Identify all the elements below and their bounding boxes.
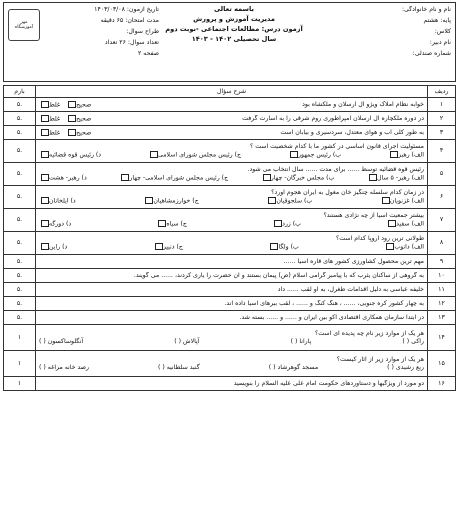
question-cell — [36, 325, 428, 351]
question-text: در دوره ملکچاره آل ارسلان امپراطوری روم شرقی را به اسارت گرفت — [242, 114, 424, 122]
checkbox-icon[interactable] — [41, 115, 49, 122]
question-score: .۵ — [4, 232, 36, 255]
exam-meta — [49, 6, 159, 61]
question-score: .۵ — [4, 98, 36, 112]
answer-option[interactable]: د) ایلخانان — [39, 197, 76, 205]
question-score: .۵ — [4, 297, 36, 311]
question-text: هر یک از موارد زیر از آثار کیست؟ — [336, 355, 424, 363]
table-header-row — [4, 86, 456, 98]
checkbox-icon[interactable] — [68, 115, 76, 122]
question-text: به چهار کشور کره جنوبی، ...... ، هنگ کنگ و ...... ، لقب ببرهای آسیا داده اند. — [224, 299, 424, 307]
question-score: ۱ — [4, 351, 36, 377]
checkbox-icon[interactable] — [390, 151, 398, 158]
question-cell — [36, 186, 428, 209]
answer-option[interactable]: د) دورگه — [39, 220, 71, 228]
question-number: ۲ — [428, 112, 456, 126]
question-cell — [36, 377, 428, 391]
question-count: تعداد سوال: ۲۶ تعداد — [104, 39, 159, 46]
table-row — [4, 269, 456, 283]
answer-option[interactable]: ج) دنیپر — [153, 243, 183, 251]
answer-option[interactable]: آنگلوساکسون ( ) — [39, 338, 84, 345]
question-number: ۷ — [428, 209, 456, 232]
question-score: ۱ — [4, 325, 36, 351]
exam-header — [3, 2, 456, 82]
question-number: ۱۱ — [428, 283, 456, 297]
question-text: دو مورد از ویژگیها و دستاوردهای حکومت امام علی علیه السلام را بنویسید — [233, 379, 424, 387]
question-text: در ابتدا سازمان همکاری اقتصادی اکو بین ایران و ...... و ...... بسته شد. — [239, 313, 424, 321]
answer-options — [39, 242, 424, 251]
teacher-field: نام دبیر: — [429, 39, 451, 46]
true-option[interactable]: صحیح — [66, 115, 91, 123]
answer-option[interactable]: الف) دانوب — [384, 243, 424, 251]
checkbox-icon[interactable] — [274, 220, 282, 227]
question-score: .۵ — [4, 140, 36, 163]
checkbox-icon[interactable] — [41, 129, 49, 136]
answer-option[interactable]: راکی ( ) — [402, 338, 424, 345]
question-text: خلیفه عباسی به دلیل اقدامات طغرل، به او لقب ...... داد — [277, 285, 424, 293]
question-cell — [36, 126, 428, 140]
answer-option[interactable]: الف) سفید — [386, 220, 424, 228]
school-stamp: مهر آموزشگاه — [8, 9, 40, 41]
answer-options — [39, 219, 424, 228]
question-number: ۴ — [428, 140, 456, 163]
answer-option[interactable]: الف) رهبر- ۵ سال — [367, 174, 424, 182]
answer-option[interactable]: ب) زرد — [272, 220, 301, 228]
table-row — [4, 377, 456, 391]
question-cell — [36, 232, 428, 255]
answer-options — [39, 150, 424, 159]
checkbox-icon[interactable] — [41, 174, 49, 181]
course-title: آزمون درس: مطالعات اجتماعی -نوبت دوم — [165, 25, 303, 33]
question-number: ۱۲ — [428, 297, 456, 311]
question-cell — [36, 163, 428, 186]
answer-option[interactable]: ربع رشیدی ( ) — [387, 364, 424, 371]
table-row — [4, 283, 456, 297]
answer-option[interactable]: د) رهبر- هشت — [39, 174, 87, 182]
class-field: کلاس: — [434, 28, 451, 35]
table-row — [4, 163, 456, 186]
checkbox-icon[interactable] — [41, 101, 49, 108]
false-option[interactable]: غلط — [39, 101, 60, 109]
true-option[interactable]: صحیح — [66, 129, 91, 137]
question-score: .۵ — [4, 112, 36, 126]
checkbox-icon[interactable] — [369, 174, 377, 181]
table-row — [4, 297, 456, 311]
answer-option[interactable]: د) رئیس قوه قضائیه — [39, 151, 101, 159]
checkbox-icon[interactable] — [382, 197, 390, 204]
question-cell — [36, 140, 428, 163]
exam-date: تاریخ آزمون: ۱۴۰۳/۰۳/۰۸ — [94, 6, 159, 13]
question-number: ۱۶ — [428, 377, 456, 391]
question-cell — [36, 351, 428, 377]
answer-option[interactable]: مسجد گوهرشاد ( ) — [268, 364, 319, 371]
checkbox-icon[interactable] — [155, 243, 163, 250]
false-option[interactable]: غلط — [39, 129, 60, 137]
question-score: .۵ — [4, 283, 36, 297]
question-cell — [36, 209, 428, 232]
answer-option[interactable]: ج) رئیس مجلس شورای اسلامی- چهار — [119, 174, 228, 182]
checkbox-icon[interactable] — [41, 243, 49, 250]
question-cell — [36, 311, 428, 325]
question-score: .۵ — [4, 311, 36, 325]
education-office: مدیریت آموزش و پرورش — [193, 15, 275, 23]
answer-option[interactable]: ب) مجلس خبرگان- چهار — [261, 174, 335, 182]
question-number: ۱۵ — [428, 351, 456, 377]
question-score: .۵ — [4, 163, 36, 186]
question-text: مهم ترین محصول کشاورزی کشور های قاره آسیا ...... — [283, 257, 424, 265]
table-row — [4, 140, 456, 163]
table-row — [4, 126, 456, 140]
table-row — [4, 255, 456, 269]
question-text: رئیس قوه قضائیه توسط ...... برای مدت ...... سال انتخاب می شود. — [247, 166, 424, 174]
table-row — [4, 351, 456, 377]
question-number: ۳ — [428, 126, 456, 140]
checkbox-icon[interactable] — [150, 151, 158, 158]
grade-field: پایه: هشتم — [423, 17, 451, 24]
page-number: صفحه ۲ — [138, 50, 159, 57]
answer-option[interactable]: الف) رهبر — [388, 151, 424, 159]
answer-option[interactable]: ب) ولگا — [268, 243, 298, 251]
table-row — [4, 232, 456, 255]
answer-options — [39, 337, 424, 345]
table-row — [4, 209, 456, 232]
question-number: ۹ — [428, 255, 456, 269]
question-number: ۱۴ — [428, 325, 456, 351]
answer-option[interactable]: ج) خوارزمشاهیان — [143, 197, 198, 205]
checkbox-icon[interactable] — [41, 197, 49, 204]
false-option[interactable]: غلط — [39, 115, 60, 123]
answer-option[interactable]: ج) رئیس مجلس شورای اسلامی — [148, 151, 241, 159]
question-number: ۱۰ — [428, 269, 456, 283]
table-row — [4, 98, 456, 112]
answer-option[interactable]: الف) غزنویان — [380, 197, 424, 205]
questions-body — [4, 98, 456, 391]
question-score: .۵ — [4, 255, 36, 269]
answer-option[interactable]: رصد خانه مراغه ( ) — [39, 364, 89, 371]
question-number: ۸ — [428, 232, 456, 255]
question-text: به گروهی از ساکنان یثرب که با پیامبر گرامی اسلام (ص) پیمان بستند و آن حضرت را یاری کردند، ...... می گویند. — [133, 271, 424, 279]
question-cell — [36, 255, 428, 269]
student-info — [301, 6, 451, 61]
school-year: سال تحصیلی ۱۴۰۲ - ۱۴۰۳ — [191, 35, 277, 43]
answer-options — [39, 363, 424, 371]
question-number: ۱ — [428, 98, 456, 112]
question-number: ۶ — [428, 186, 456, 209]
answer-options — [39, 196, 424, 205]
checkbox-icon[interactable] — [41, 220, 49, 227]
checkbox-icon[interactable] — [290, 151, 298, 158]
table-row — [4, 112, 456, 126]
student-name-field: نام و نام خانوادگی: — [401, 6, 451, 13]
answer-option[interactable]: ج) سیاه — [156, 220, 187, 228]
question-number: ۵ — [428, 163, 456, 186]
question-cell — [36, 283, 428, 297]
question-text: بیشتر جمعیت آسیا از چه نژادی هستند؟ — [323, 212, 424, 220]
checkbox-icon[interactable] — [41, 151, 49, 158]
table-row — [4, 311, 456, 325]
question-cell — [36, 297, 428, 311]
question-cell — [36, 98, 428, 112]
question-text: خوابه نظام املاک ویژو آل ارسلان و ملکشاه بود — [302, 100, 424, 108]
checkbox-icon[interactable] — [263, 174, 271, 181]
seat-number-field: شماره صندلی: — [412, 50, 451, 57]
checkbox-icon[interactable] — [68, 101, 76, 108]
table-row — [4, 325, 456, 351]
answer-option[interactable]: ب) رئیس جمهور — [288, 151, 341, 159]
question-designer: طراح سوال: — [126, 28, 159, 35]
question-score: .۵ — [4, 126, 36, 140]
question-score: .۵ — [4, 269, 36, 283]
answer-option[interactable]: پارانا ( ) — [290, 338, 312, 345]
exam-title-block — [164, 6, 304, 46]
question-cell — [36, 269, 428, 283]
invocation: باسمه تعالی — [214, 5, 254, 13]
question-text: مسئولیت اجرای قانون اساسی در کشور ما با کدام شخصیت است ؟ — [249, 143, 424, 151]
exam-duration: مدت امتحان: ۶۵ دقیقه — [100, 17, 159, 24]
question-text: طولانی ترین رود اروپا کدام است؟ — [336, 235, 424, 243]
checkbox-icon[interactable] — [68, 129, 76, 136]
true-option[interactable]: صحیح — [66, 101, 91, 109]
question-score: .۵ — [4, 186, 36, 209]
question-text: به طور کلی آب و هوای معتدل، سردسیری و بیابان است — [280, 128, 424, 136]
checkbox-icon[interactable] — [388, 220, 396, 227]
header-question: شرح سؤال — [36, 86, 428, 98]
table-row — [4, 186, 456, 209]
header-score: بارم — [4, 86, 36, 98]
questions-table — [3, 85, 456, 391]
question-text: هر یک از موارد زیر نام چه پدیده ای است؟ — [314, 329, 424, 337]
question-score: .۵ — [4, 209, 36, 232]
answer-options — [39, 173, 424, 182]
question-number: ۱۳ — [428, 311, 456, 325]
question-cell — [36, 112, 428, 126]
header-row-number: ردیف — [428, 86, 456, 98]
answer-option[interactable]: آپالاش ( ) — [174, 338, 200, 345]
answer-option[interactable]: ب) سلجوقیان — [266, 197, 312, 205]
answer-option[interactable]: د) راین — [39, 243, 67, 251]
question-text: در زمان کدام سلسله چنگیز خان مغول به ایران هجوم آورد؟ — [271, 189, 424, 197]
question-score: ۱ — [4, 377, 36, 391]
answer-option[interactable]: گنبد سلطانیه ( ) — [157, 364, 200, 371]
